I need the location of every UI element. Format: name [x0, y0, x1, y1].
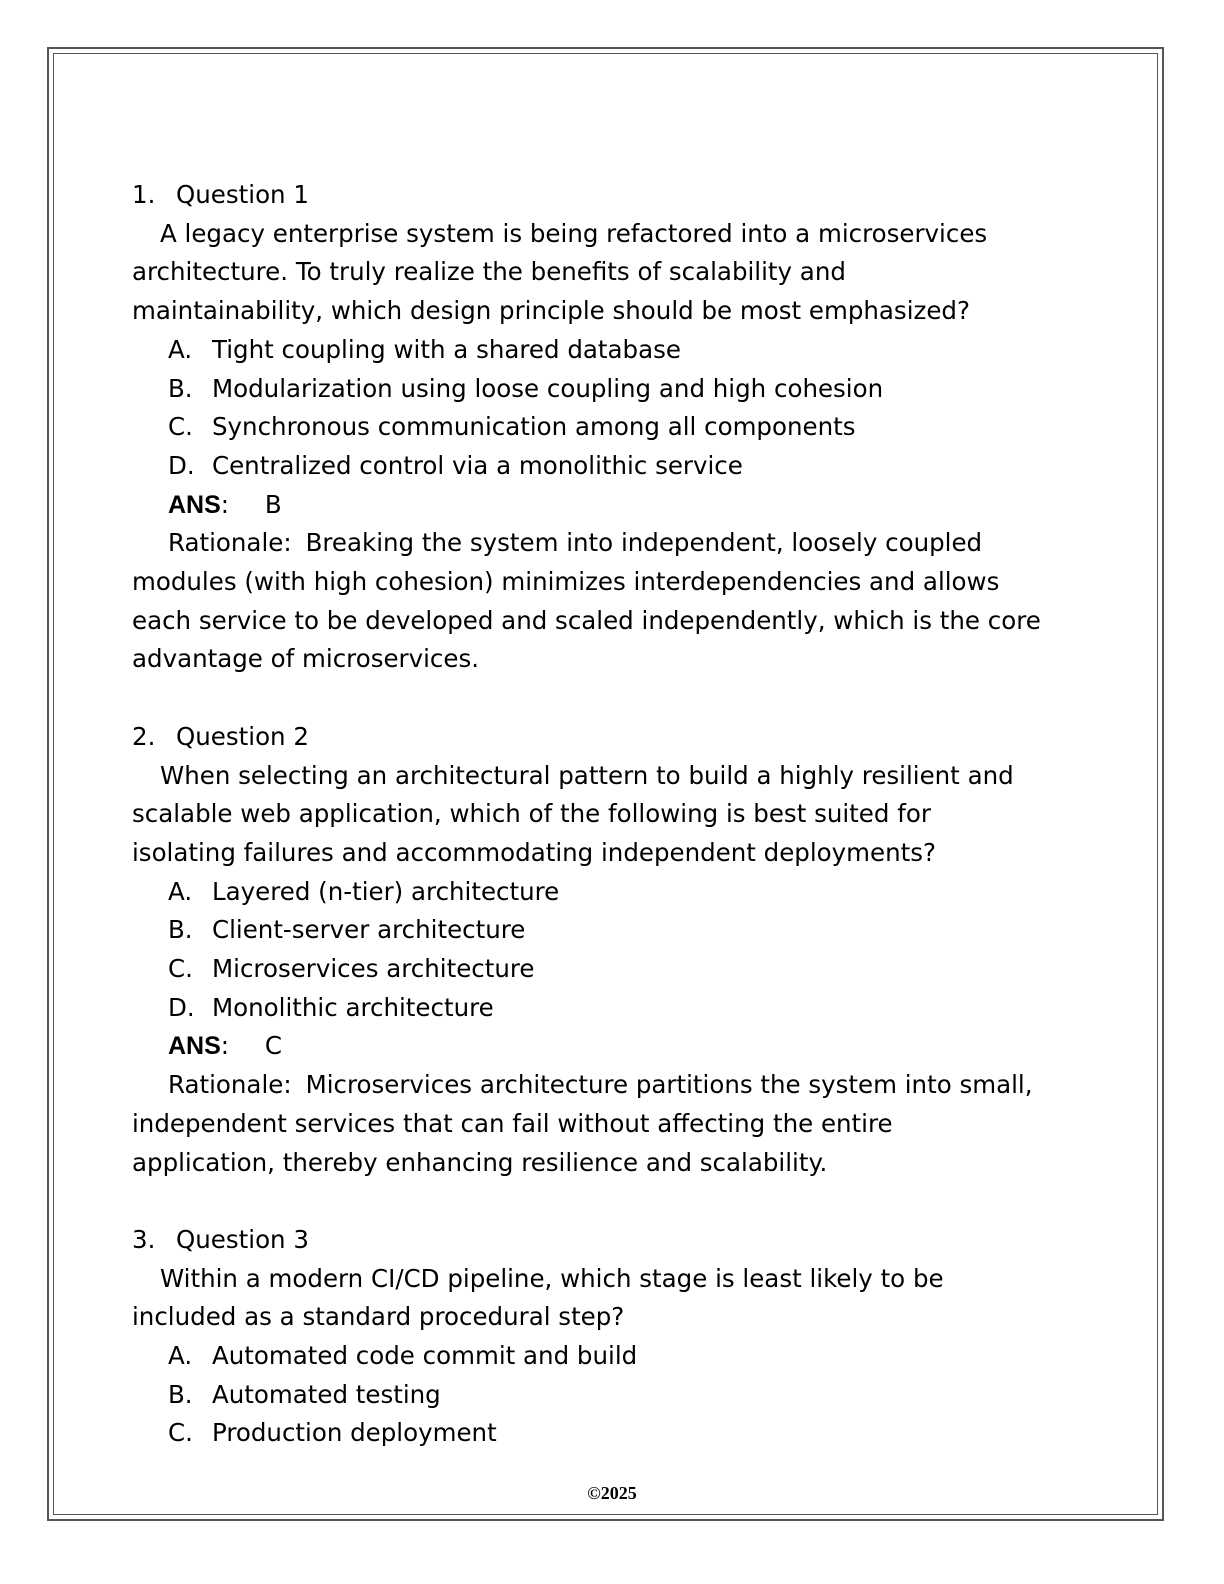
- rationale-line: Microservices architecture partitions the system into small,: [305, 1070, 1033, 1100]
- option-letter: C.: [168, 412, 193, 442]
- answer-label: ANS: [168, 490, 221, 519]
- option-text: Automated code commit and build: [212, 1341, 638, 1371]
- answer-colon: :: [220, 489, 230, 519]
- question-stem-line: architecture. To truly realize the benefits of scalability and: [132, 257, 846, 287]
- question-stem-line: When selecting an architectural pattern to build a highly resilient and: [160, 760, 1014, 790]
- question-1: [132, 176, 1092, 679]
- question-number: 2.: [132, 721, 156, 751]
- question-stem-line: scalable web application, which of the following is best suited for: [132, 799, 931, 829]
- option-c: [132, 950, 1092, 989]
- option-a: [132, 873, 1092, 912]
- option-text: Synchronous communication among all components: [212, 412, 856, 442]
- question-3: [132, 1221, 1092, 1453]
- rationale-line: modules (with high cohesion) minimizes interdependencies and allows: [132, 567, 1000, 597]
- option-b: [132, 911, 1092, 950]
- answer-colon: :: [220, 1031, 230, 1061]
- option-letter: C.: [168, 1418, 193, 1448]
- option-text: Tight coupling with a shared database: [212, 334, 681, 364]
- option-d: [132, 447, 1092, 486]
- option-text: Production deployment: [212, 1418, 497, 1448]
- option-letter: B.: [168, 373, 193, 403]
- answer-value: C: [264, 1031, 282, 1061]
- option-b: [132, 1376, 1092, 1415]
- option-text: Automated testing: [212, 1379, 441, 1409]
- question-2: [132, 718, 1092, 1182]
- rationale-label: Rationale:: [168, 528, 292, 558]
- rationale-line: application, thereby enhancing resilience and scalability.: [132, 1147, 828, 1177]
- option-letter: A.: [168, 1341, 193, 1371]
- rationale-line: advantage of microservices.: [132, 644, 480, 674]
- question-stem-line: isolating failures and accommodating independent deployments?: [132, 837, 936, 867]
- question-stem-line: A legacy enterprise system is being refactored into a microservices: [160, 218, 988, 248]
- option-text: Layered (n-tier) architecture: [212, 876, 560, 906]
- option-letter: A.: [168, 334, 193, 364]
- question-label: Question 1: [176, 180, 309, 209]
- question-stem-line: maintainability, which design principle should be most emphasized?: [132, 296, 970, 326]
- option-a: [132, 1337, 1092, 1376]
- question-stem-line: Within a modern CI/CD pipeline, which stage is least likely to be: [160, 1263, 944, 1293]
- option-letter: A.: [168, 876, 193, 906]
- rationale-line: each service to be developed and scaled independently, which is the core: [132, 605, 1041, 635]
- question-title: [132, 1221, 1092, 1260]
- option-letter: B.: [168, 915, 193, 945]
- option-text: Modularization using loose coupling and high cohesion: [212, 373, 884, 403]
- option-d: [132, 989, 1092, 1028]
- answer-label: ANS: [168, 1032, 221, 1061]
- option-letter: C.: [168, 954, 193, 984]
- question-label: Question 3: [176, 1224, 309, 1254]
- copyright-footer: ©2025: [587, 1483, 637, 1503]
- option-a: [132, 331, 1092, 370]
- question-number: 1.: [132, 180, 156, 209]
- option-text: Microservices architecture: [212, 954, 535, 984]
- rationale: [132, 524, 1092, 679]
- option-c: [132, 408, 1092, 447]
- rationale-line: independent services that can fail without affecting the entire: [132, 1108, 893, 1138]
- question-title: [132, 718, 1092, 757]
- rationale-first-line: [132, 524, 1092, 563]
- answer-line: [132, 486, 1092, 525]
- option-text: Centralized control via a monolithic service: [212, 450, 743, 480]
- document-body: [132, 176, 1092, 1492]
- option-letter: D.: [168, 992, 195, 1022]
- question-label: Question 2: [176, 721, 309, 751]
- question-stem-line: included as a standard procedural step?: [132, 1302, 625, 1332]
- answer-value: B: [264, 489, 282, 519]
- option-text: Client-server architecture: [212, 915, 526, 945]
- option-c: [132, 1414, 1092, 1453]
- option-letter: B.: [168, 1379, 193, 1409]
- question-number: 3.: [132, 1224, 156, 1254]
- answer-line: [132, 1027, 1092, 1066]
- rationale-first-line: [132, 1066, 1092, 1105]
- option-b: [132, 370, 1092, 409]
- rationale-line: Breaking the system into independent, loosely coupled: [305, 528, 983, 558]
- rationale-label: Rationale:: [168, 1070, 292, 1100]
- question-title: [132, 176, 1092, 215]
- rationale: [132, 1066, 1092, 1182]
- option-text: Monolithic architecture: [212, 992, 494, 1022]
- option-letter: D.: [168, 450, 195, 480]
